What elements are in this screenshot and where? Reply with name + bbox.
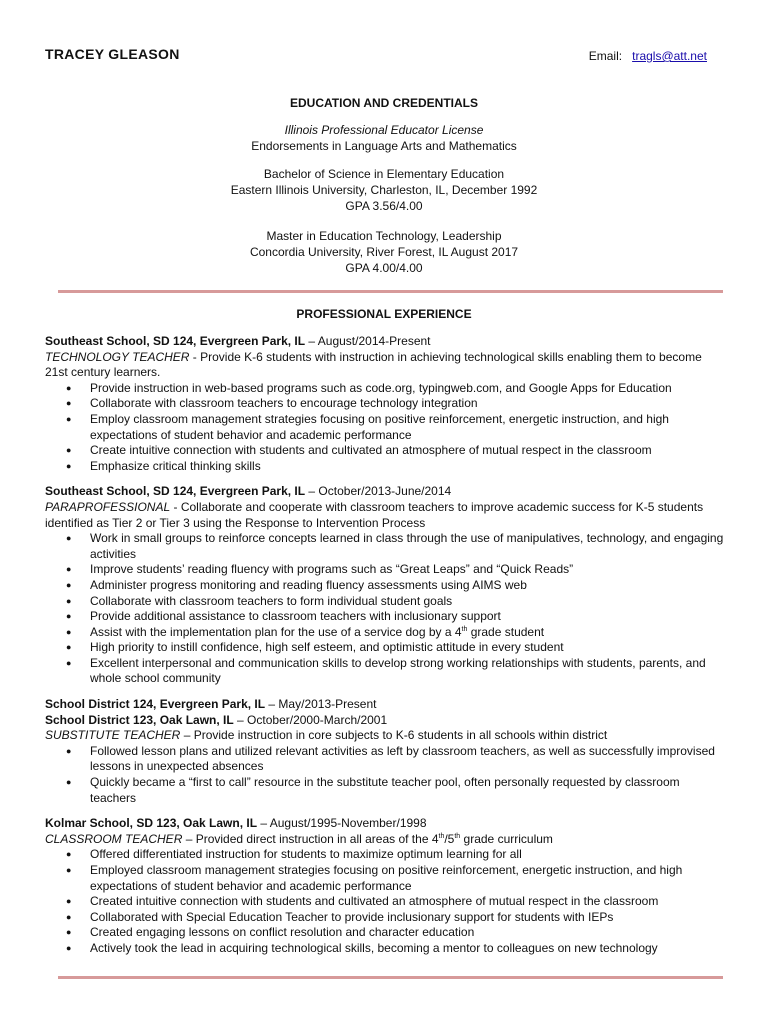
job-dates-secondary: – October/2000-March/2001 [233,712,388,727]
bullet-item: ● Provide instruction in web-based programs such as code.org, typingweb.com, and Google Apps for Education [90,381,725,397]
email-label: Email: [588,49,623,63]
job-summary: - Provide K-6 students with instruction in achieving technological skills enabling them to become 21st century learners. [45,349,702,380]
bullet-item: ● Employ classroom management strategies focusing on positive reinforcement, energetic instruction, and high expectations of student behavior and academic performance [90,412,725,443]
bullet-item: ● Actively took the lead in acquiring technological skills, becoming a mentor to colleagues on new technology [90,941,725,957]
job-description: CLASSROOM TEACHER – Provided direct instruction in all areas of the 4th/5th grade curriculum [45,831,553,846]
job-role: SUBSTITUTE TEACHER [45,728,181,743]
bullet-item-service-dog: ● Assist with the implementation plan for the use of a service dog by a 4th grade student [90,625,725,641]
job-heading [45,816,725,832]
bullet-item: ● Created intuitive connection with students and cultivated an atmosphere of mutual respect in the classroom [90,894,725,910]
job-entry-paraprofessional [45,484,725,687]
employer: Kolmar School, SD 123, Oak Lawn, IL [45,816,258,831]
bullet-item: ● Employed classroom management strategies focusing on positive reinforcement, energetic instruction, and high expectations of student behavior and academic performance [90,863,725,894]
job-summary: - Collaborate and cooperate with classroom teachers to improve academic success for K-5 students identified as Tier 2 or Tier 3 using the Response to Intervention Process [45,499,704,530]
bachelor-degree: Bachelor of Science in Elementary Education [263,167,505,181]
bullet-item: ● Excellent interpersonal and communication skills to develop strong working relationships with students, parents, and whole school community [90,656,725,687]
bullet-item: ● Followed lesson plans and utilized relevant activities as left by classroom teachers, as well as successfully improvised lessons in unexpected absences [90,744,725,775]
job-heading [45,334,725,350]
bullet-item: ● Administer progress monitoring and reading fluency assessments using AIMS web [90,578,725,594]
bullet-item: ● Collaborated with Special Education Teacher to provide inclusionary support for students with IEPs [90,910,725,926]
education-section-title: EDUCATION AND CREDENTIALS [290,96,478,110]
job-description [45,350,725,381]
email-link[interactable]: tragls@att.net [632,49,707,63]
bullet-list [45,531,725,687]
employer: Southeast School, SD 124, Evergreen Park, IL [45,334,306,348]
section-divider-top [58,290,723,293]
job-heading-secondary [45,713,725,729]
job-dates: – August/2014-Present [305,334,431,348]
bullet-item: ● Collaborate with classroom teachers to form individual student goals [90,594,725,610]
job-role: CLASSROOM TEACHER [45,831,183,846]
bullet-list [45,381,725,475]
experience-list [45,334,725,957]
bullet-item: ● Create intuitive connection with students and cultivated an atmosphere of mutual respect in the classroom [90,443,725,459]
email-line [589,49,707,63]
job-description [45,500,725,531]
job-dates: – October/2013-June/2014 [305,484,452,499]
endorsements: Endorsements in Language Arts and Mathematics [251,139,517,153]
section-divider-bottom [58,976,723,979]
master-school: Concordia University, River Forest, IL August 2017 [249,245,519,259]
applicant-name: TRACEY GLEASON [45,46,180,62]
job-description [45,728,725,744]
job-dates: – May/2013-Present [265,697,377,712]
credentials-block [0,122,768,154]
job-role: TECHNOLOGY TEACHER [45,349,190,364]
job-entry-substitute-teacher [45,697,725,806]
experience-section-title: PROFESSIONAL EXPERIENCE [296,307,472,321]
license: Illinois Professional Educator License [284,123,484,137]
job-heading [45,697,725,713]
job-summary: – Provide instruction in core subjects to K-6 students in all schools within district [180,728,608,743]
bullet-item: ● Improve students’ reading fluency with programs such as “Great Leaps” and “Quick Reads” [90,562,725,578]
employer: Southeast School, SD 124, Evergreen Park, IL [45,484,306,499]
job-heading [45,484,725,500]
job-entry-classroom-teacher [45,816,725,956]
resume-header [45,46,707,68]
bullet-item: ● Provide additional assistance to classroom teachers with inclusionary support [90,609,725,625]
master-gpa: GPA 4.00/4.00 [345,261,423,275]
employer-secondary: School District 123, Oak Lawn, IL [45,712,234,727]
job-dates: – August/1995-November/1998 [257,816,427,831]
bullet-item: ● Quickly became a “first to call” resource in the substitute teacher pool, often personally requested by classroom teachers [90,775,725,806]
bullet-item: ● High priority to instill confidence, high self esteem, and optimistic attitude in every student [90,640,725,656]
bullet-item: ● Created engaging lessons on conflict resolution and character education [90,925,725,941]
master-block [0,228,768,276]
bachelor-school: Eastern Illinois University, Charleston, IL, December 1992 [230,183,538,197]
bullet-item: ● Work in small groups to reinforce concepts learned in class through the use of manipulatives, technology, and engaging activities [90,531,725,562]
job-role: PARAPROFESSIONAL [45,499,171,514]
bullet-item: ● Offered differentiated instruction for students to maximize optimum learning for all [90,847,725,863]
employer: School District 124, Evergreen Park, IL [45,697,266,712]
bullet-list [45,847,725,956]
bullet-item: ● Collaborate with classroom teachers to encourage technology integration [90,396,725,412]
bullet-item: ● Emphasize critical thinking skills [90,459,725,475]
bullet-list [45,744,725,806]
bachelor-gpa: GPA 3.56/4.00 [345,199,423,213]
master-degree: Master in Education Technology, Leadership [266,229,502,243]
bachelor-block [0,166,768,214]
job-entry-technology-teacher [45,334,725,474]
